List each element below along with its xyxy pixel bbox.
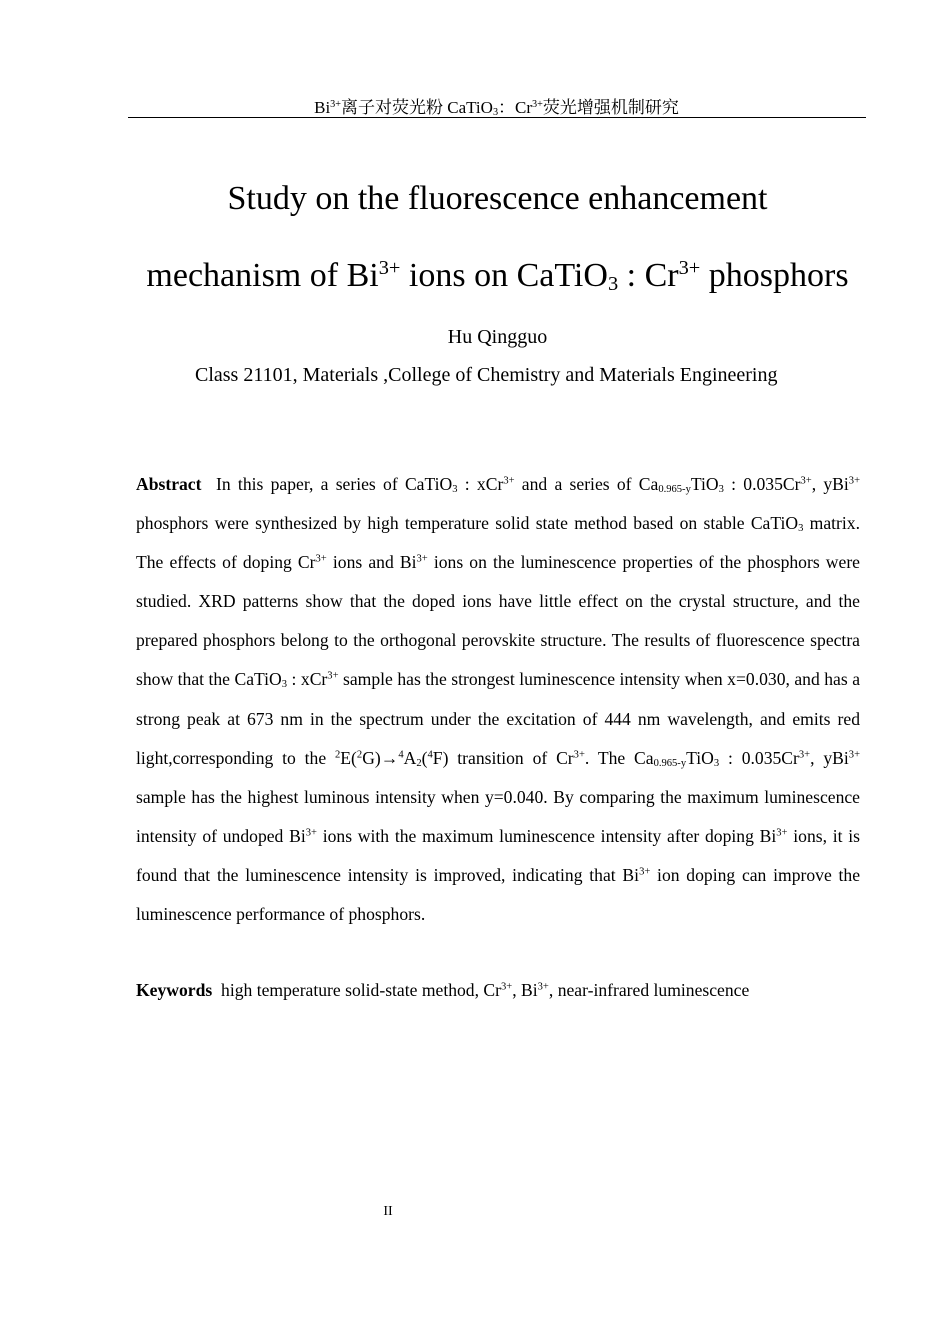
keywords-line: Keywords high temperature solid-state method, $Cr^{3+}$, $Bi^{3+}$, near-infrared luminescence	[136, 980, 750, 1000]
keywords-label: Keywords	[136, 980, 213, 1000]
abstract-label: Abstract	[136, 474, 202, 494]
running-header: $Bi^{3+}$离子对荧光粉 CaTiO$_3$：$Cr^{3+}$荧光增强机制研究	[314, 98, 679, 119]
paper-title-line-1: Study on the fluorescence enhancement	[227, 180, 768, 217]
abstract-paragraph: Abstract In this paper, a series of CaTiO$_3$ : xCr$^{3+}$ and a series of $Ca_{0.965-y}TiO_3$ : $0.035Cr^{3+}$, yBi$^{3+}$ phosphors were synthesized by high temperature solid state method based on stable CaTiO$_3$ matrix. The effects of doping $Cr^{3+}$ ions and $Bi^{3+}$ ions on the luminescence properties of the phosphors were studied. XRD patterns show that the doped ions have little effect on the crystal structure, and the prepared phosphors belong to the orthogonal perovskite structure. The results of fluorescence spectra show that the CaTiO$_3$ : xCr$^{3+}$ sample has the strongest luminescence intensity when x=0.030, and has a strong peak at 673 nm in the spectrum under the excitation of 444 nm wavelength, and emits red light,corresponding to the $^2E(^2G)\to^4A_2(^4F)$ transition of $Cr^{3+}$. The $Ca_{0.965-y}TiO_3$ : $0.035Cr^{3+}$, yBi$^{3+}$ sample has the highest luminous intensity when y=0.040. By comparing the maximum luminescence intensity of undoped $Bi^{3+}$ ions with the maximum luminescence intensity after doping $Bi^{3+}$ ions, it is found that the luminescence intensity is improved, indicating that $Bi^{3+}$ ion doping can improve the luminescence performance of phosphors.	[136, 474, 861, 925]
page-number: II	[383, 1204, 393, 1219]
paper-title-line-2: mechanism of $Bi^{3+}$ ions on CaTiO$_3$ : $Cr^{3+}$ phosphors	[146, 256, 849, 296]
author-name: Hu Qingguo	[447, 326, 548, 348]
header-rule	[128, 117, 866, 118]
author-affiliation: Class 21101, Materials ,College of Chemistry and Materials Engineering	[195, 364, 778, 386]
